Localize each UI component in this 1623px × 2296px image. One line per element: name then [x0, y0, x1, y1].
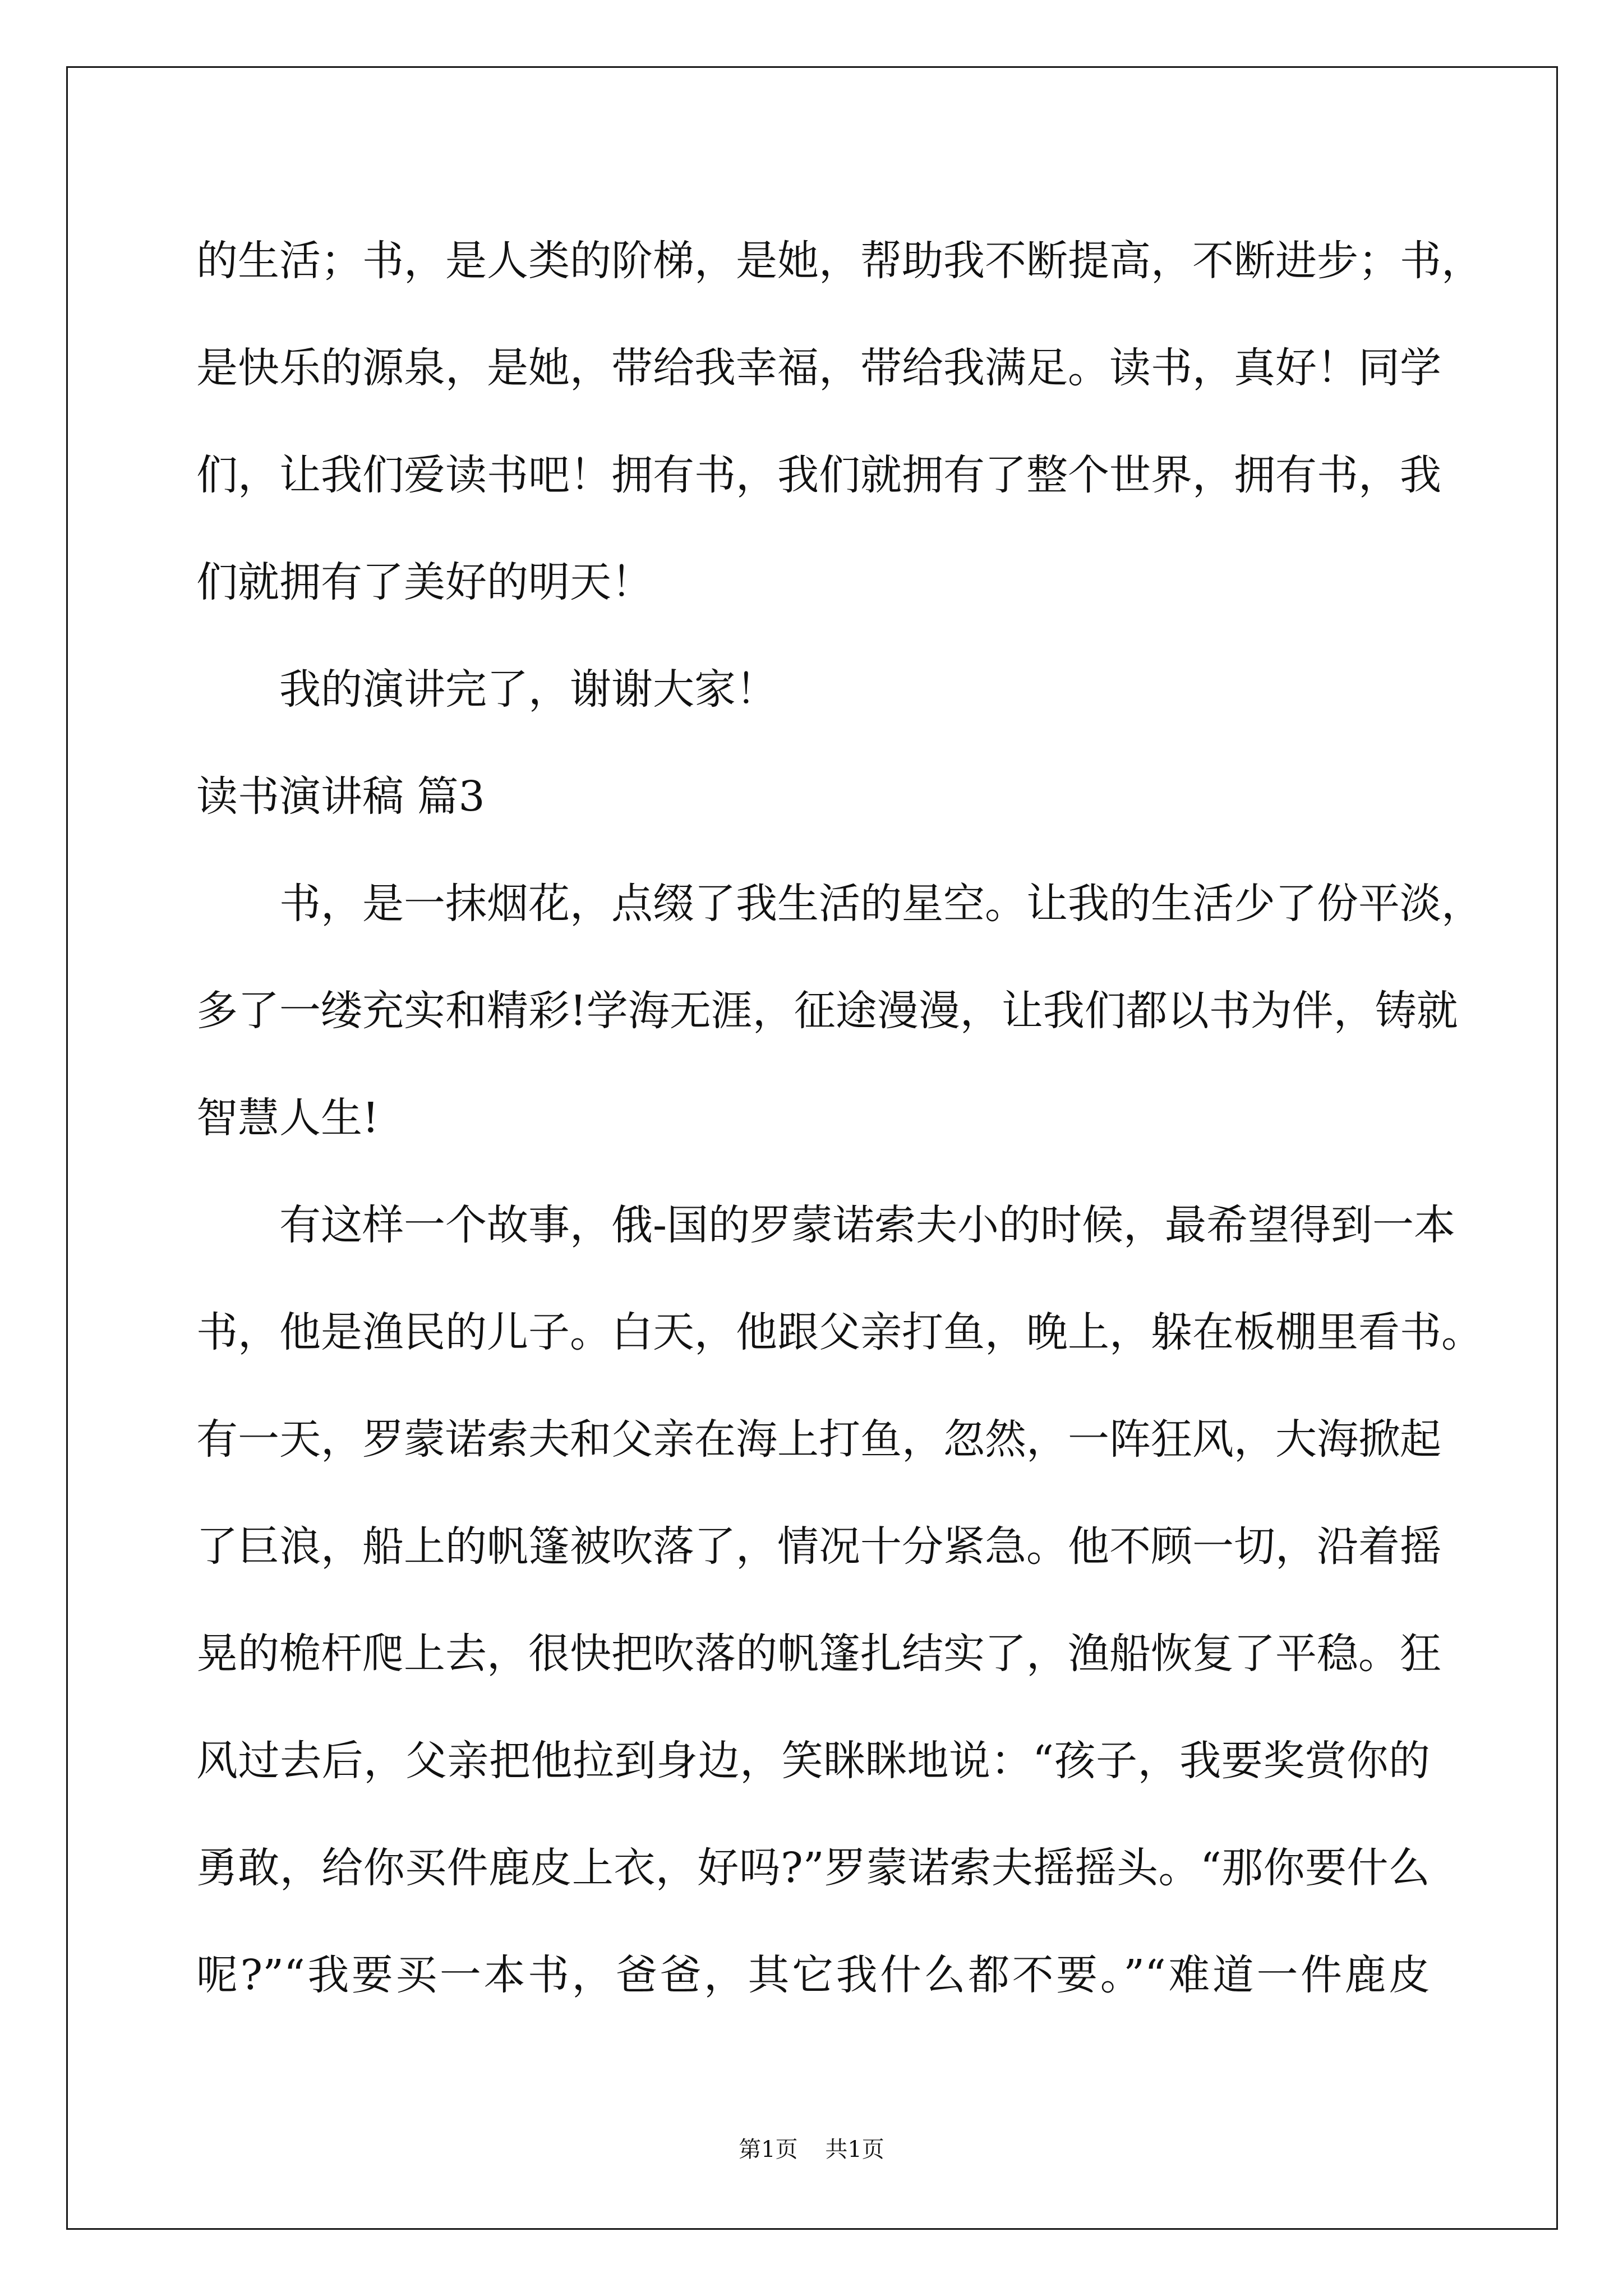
document-body	[196, 208, 1483, 2029]
text-line: 书，是一抹烟花，点缀了我生活的星空。让我的生活少了份平淡，	[279, 880, 1483, 928]
text-line: 有这样一个故事，俄-国的罗蒙诺索夫小的时候，最希望得到一本	[279, 1201, 1456, 1249]
text-line: 晃的桅杆爬上去，很快把吹落的帆篷扎结实了，渔船恢复了平稳。狂	[196, 1630, 1441, 1678]
text-line: 的生活；书，是人类的阶梯，是她，帮助我不断提高，不断进步；书，	[196, 237, 1483, 285]
text-line: 有一天，罗蒙诺索夫和父亲在海上打鱼，忽然，一阵狂风，大海掀起	[196, 1415, 1441, 1464]
text-line: 勇敢，给你买件鹿皮上衣，好吗?”罗蒙诺索夫摇摇头。“那你要什么	[196, 1844, 1430, 1892]
text-line: 了巨浪，船上的帆篷被吹落了，情况十分紧急。他不顾一切，沿着摇	[196, 1522, 1441, 1571]
text-line: 风过去后，父亲把他拉到身边，笑眯眯地说：“孩子，我要奖赏你的	[196, 1737, 1430, 1785]
section-heading: 读书演讲稿 篇3	[196, 772, 485, 821]
page-footer	[0, 2132, 1623, 2164]
page-number: 第1页	[739, 2137, 798, 2162]
text-line: 智慧人生!	[196, 1094, 379, 1142]
text-line: 们就拥有了美好的明天！	[196, 558, 653, 606]
text-line: 多了一缕充实和精彩!学海无涯，征途漫漫，让我们都以书为伴，铸就	[196, 987, 1458, 1035]
text-line: 们，让我们爱读书吧！拥有书，我们就拥有了整个世界，拥有书，我	[196, 451, 1441, 499]
text-line: 是快乐的源泉，是她，带给我幸福，带给我满足。读书，真好！同学	[196, 344, 1441, 392]
text-line: 呢?”“我要买一本书，爸爸，其它我什么都不要。”“难道一件鹿皮	[196, 1951, 1430, 1999]
text-line: 我的演讲完了，谢谢大家！	[279, 665, 777, 714]
page-total: 共1页	[825, 2137, 884, 2162]
text-line: 书，他是渔民的儿子。白天，他跟父亲打鱼，晚上，躲在板棚里看书。	[196, 1308, 1483, 1356]
